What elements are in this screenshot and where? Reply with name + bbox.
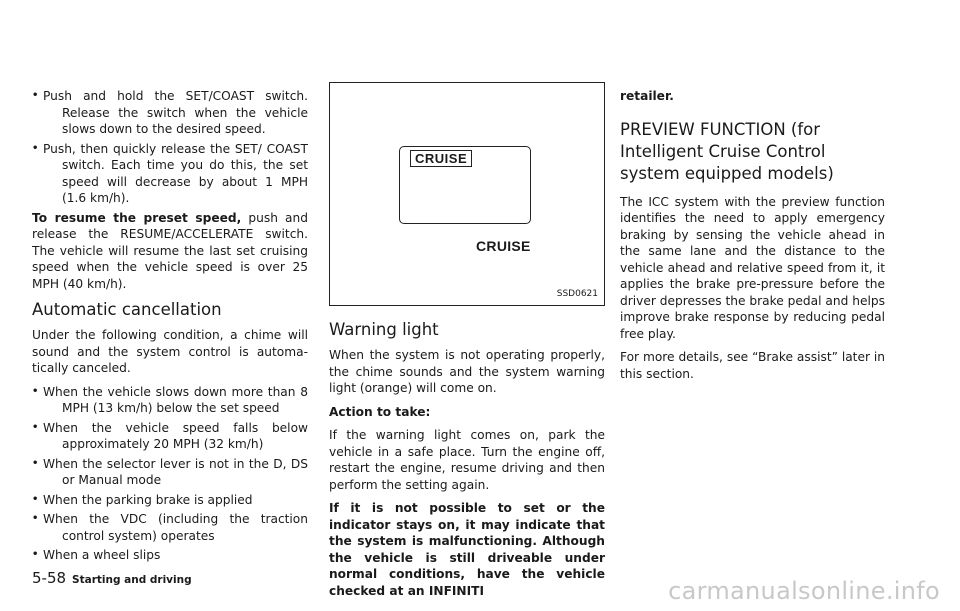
resume-paragraph: [32, 210, 308, 293]
section-heading-warning-light: Warning light: [329, 320, 439, 339]
display-screen: [399, 146, 531, 224]
list-item: • When the selector lever is not in the D, DS or Manual mode: [32, 456, 308, 489]
list-item: • Push and hold the SET/COAST switch. Release the switch when the vehicle slows down to the desired speed.: [32, 88, 308, 138]
warning-paragraph: When the system is not operating properly, the chime sounds and the system warning light (orange) will come on.: [329, 348, 605, 395]
action-paragraph: If the warning light comes on, park the vehicle in a safe place. Turn the engine off, restart the engine, resume driving and then perform the setting again.: [329, 428, 605, 492]
continued-text: retailer.: [620, 89, 674, 103]
reference-paragraph: For more details, see “Brake assist” later in this section.: [620, 350, 885, 381]
column-middle: [329, 82, 605, 606]
list-item: • When the vehicle speed falls below approximately 20 MPH (32 km/h): [32, 420, 308, 453]
action-label: Action to take:: [329, 404, 431, 419]
list-item: • Push, then quickly release the SET/ COAST switch. Each time you do this, the set speed will decrease by about 1 MPH (1.6 km/h).: [32, 141, 308, 207]
list-item: • When the VDC (including the traction control system) operates: [32, 511, 308, 544]
section-heading-automatic-cancellation: Automatic cancellation: [32, 300, 222, 319]
cruise-indicator-figure: [329, 82, 605, 306]
section-name: Starting and driving: [72, 574, 192, 586]
preview-paragraph: The ICC system with the preview function identifies the need to apply emergency braking by sensing the vehicle ahead in the same lane and the distance to the vehicle ahead and relative speed from it, it applies the brake pre-pressure before the driver depresses the brake pedal and helps improve brake response by reducing pedal free play.: [620, 194, 885, 341]
resume-text: push and release the RESUME/ACCELERATE switch. The vehicle will resume the last set cruising speed when the vehicle speed is over 25 MPH (40 km/h).: [32, 210, 308, 291]
figure-id: SSD0621: [556, 288, 598, 299]
figure-caption: CRUISE: [476, 238, 531, 254]
watermark: carmanualsonline.info: [668, 577, 940, 605]
column-right: [620, 88, 885, 389]
intro-paragraph: Under the following condition, a chime will sound and the system control is automa-tically canceled.: [32, 328, 308, 375]
cruise-indicator-label: CRUISE: [410, 150, 472, 167]
list-item: • When the parking brake is applied: [32, 492, 308, 509]
column-left: [32, 88, 308, 567]
cancellation-conditions-list: [32, 384, 308, 564]
section-heading-preview-function: PREVIEW FUNCTION (for Intelligent Cruise Control system equipped models): [620, 119, 834, 183]
page-number: 5-58: [32, 569, 67, 587]
resume-label: To resume the preset speed,: [32, 210, 242, 225]
list-item: • When a wheel slips: [32, 547, 308, 564]
list-item: • When the vehicle slows down more than 8 MPH (13 km/h) below the set speed: [32, 384, 308, 417]
page-footer: [32, 569, 192, 587]
switch-steps-list: [32, 88, 308, 207]
malfunction-paragraph: If it is not possible to set or the indicator stays on, it may indicate that the system is malfunctioning. Although the vehicle is still driveable under normal conditions, have the vehicle checked at an INFINITI: [329, 501, 605, 598]
